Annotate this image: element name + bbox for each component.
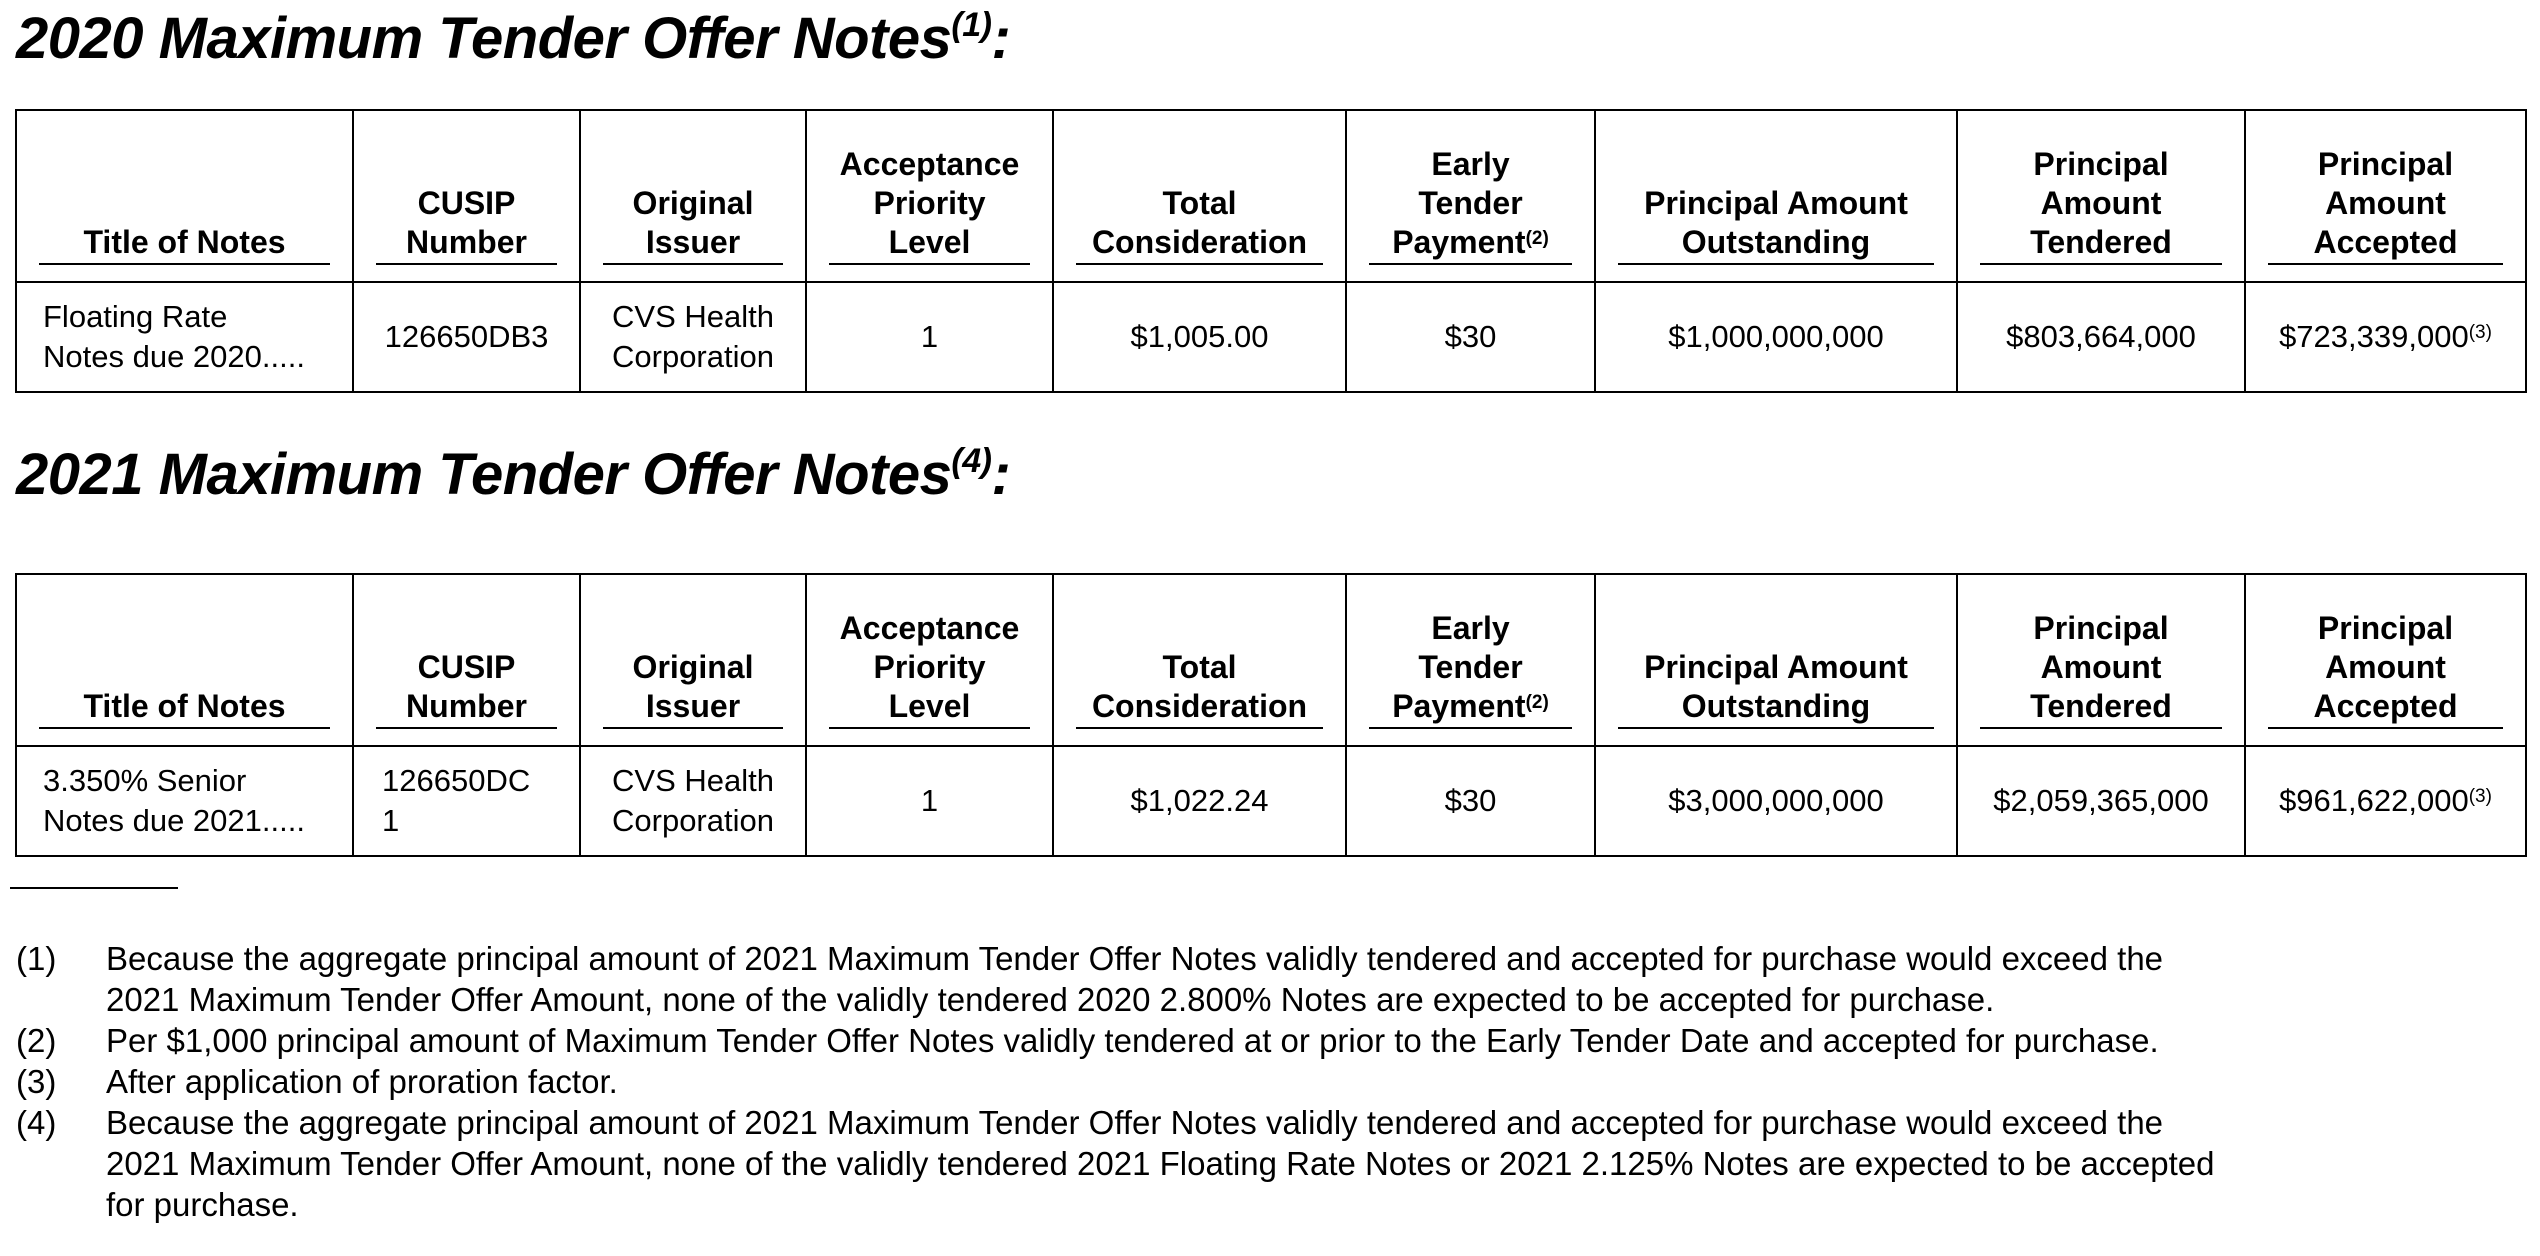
- col-header-title-of-notes: Title of Notes: [16, 574, 353, 746]
- footnote-item: [16, 938, 2496, 1020]
- footnotes: [16, 938, 2496, 1225]
- footnote-text: Because the aggregate principal amount of 2021 Maximum Tender Offer Notes validly tendered and accepted for purchase would exceed the 2021 Maximum Tender Offer Amount, none of the validly tendered 2021 Floating Rate Notes or 2021 2.125% Notes are expected to be accepted for purchase.: [106, 1104, 2215, 1223]
- cell-total-consideration: $1,022.24: [1053, 746, 1346, 856]
- col-header-accepted: Principal Amount Accepted: [2245, 110, 2526, 282]
- cell-tendered: $2,059,365,000: [1957, 746, 2245, 856]
- title-colon: :: [991, 6, 1011, 71]
- footnote-number: (3): [16, 1063, 57, 1100]
- col-header-cusip: CUSIP Number: [353, 574, 580, 746]
- cell-cusip: 126650DC 1: [353, 746, 580, 856]
- cell-outstanding: $3,000,000,000: [1595, 746, 1957, 856]
- col-header-accepted: Principal Amount Accepted: [2245, 574, 2526, 746]
- col-header-priority: Acceptance Priority Level: [806, 110, 1053, 282]
- table-row: [16, 282, 2526, 392]
- col-header-tendered: Principal Amount Tendered: [1957, 110, 2245, 282]
- cell-early-tender-payment: $30: [1346, 746, 1595, 856]
- col-header-issuer: Original Issuer: [580, 574, 806, 746]
- footnote-divider: [10, 887, 178, 889]
- col-header-outstanding: Principal Amount Outstanding: [1595, 110, 1957, 282]
- col-header-outstanding: Principal Amount Outstanding: [1595, 574, 1957, 746]
- table-header-row: [16, 110, 2526, 282]
- title-colon: :: [991, 442, 1011, 507]
- table-header-row: [16, 574, 2526, 746]
- notes-table-2020: [15, 109, 2527, 393]
- col-header-priority: Acceptance Priority Level: [806, 574, 1053, 746]
- footnote-ref: (1): [951, 6, 992, 44]
- footnote-number: (1): [16, 940, 57, 977]
- footnote-ref: (3): [2468, 786, 2492, 807]
- notes-table-2021: [15, 573, 2527, 857]
- section-title-text: 2020 Maximum Tender Offer Notes: [16, 6, 952, 71]
- cell-priority: 1: [806, 746, 1053, 856]
- footnote-text: Per $1,000 principal amount of Maximum Tender Offer Notes validly tendered at or prior to the Early Tender Date and accepted for purchase.: [106, 1022, 2159, 1059]
- table-row: [16, 746, 2526, 856]
- col-header-title-of-notes: Title of Notes: [16, 110, 353, 282]
- footnote-item: [16, 1061, 2496, 1102]
- footnote-item: [16, 1020, 2496, 1061]
- cell-accepted: $961,622,000$^{(3)}$: [2245, 746, 2526, 856]
- cell-priority: 1: [806, 282, 1053, 392]
- section-title-text: 2021 Maximum Tender Offer Notes: [16, 442, 952, 507]
- cell-cusip: 126650DB3: [353, 282, 580, 392]
- col-header-tendered: Principal Amount Tendered: [1957, 574, 2245, 746]
- footnote-ref: (3): [2468, 322, 2492, 343]
- footnote-number: (2): [16, 1022, 57, 1059]
- cell-accepted: $723,339,000$^{(3)}$: [2245, 282, 2526, 392]
- footnote-number: (4): [16, 1104, 57, 1141]
- cell-issuer: CVS Health Corporation: [580, 282, 806, 392]
- footnote-ref: (2): [1525, 692, 1549, 713]
- footnote-item: [16, 1102, 2496, 1225]
- footnote-text: Because the aggregate principal amount of 2021 Maximum Tender Offer Notes validly tendered and accepted for purchase would exceed the 2021 Maximum Tender Offer Amount, none of the validly tendered 2020 2.800% Notes are expected to be accepted for purchase.: [106, 940, 2164, 1018]
- footnote-ref: (2): [1525, 228, 1549, 249]
- col-header-cusip: CUSIP Number: [353, 110, 580, 282]
- section-title-2020: [16, 6, 1011, 71]
- col-header-early-tender-payment: Early Tender Payment$^{(2)}$: [1346, 110, 1595, 282]
- cell-title-of-notes: 3.350% Senior Notes due 2021.....: [16, 746, 353, 856]
- cell-issuer: CVS Health Corporation: [580, 746, 806, 856]
- cell-outstanding: $1,000,000,000: [1595, 282, 1957, 392]
- footnote-ref: (4): [951, 442, 992, 480]
- col-header-issuer: Original Issuer: [580, 110, 806, 282]
- col-header-early-tender-payment: Early Tender Payment$^{(2)}$: [1346, 574, 1595, 746]
- col-header-total-consideration: Total Consideration: [1053, 110, 1346, 282]
- cell-total-consideration: $1,005.00: [1053, 282, 1346, 392]
- cell-tendered: $803,664,000: [1957, 282, 2245, 392]
- section-title-2021: [16, 442, 1011, 507]
- cell-early-tender-payment: $30: [1346, 282, 1595, 392]
- col-header-total-consideration: Total Consideration: [1053, 574, 1346, 746]
- footnote-text: After application of proration factor.: [106, 1063, 618, 1100]
- cell-title-of-notes: Floating Rate Notes due 2020.....: [16, 282, 353, 392]
